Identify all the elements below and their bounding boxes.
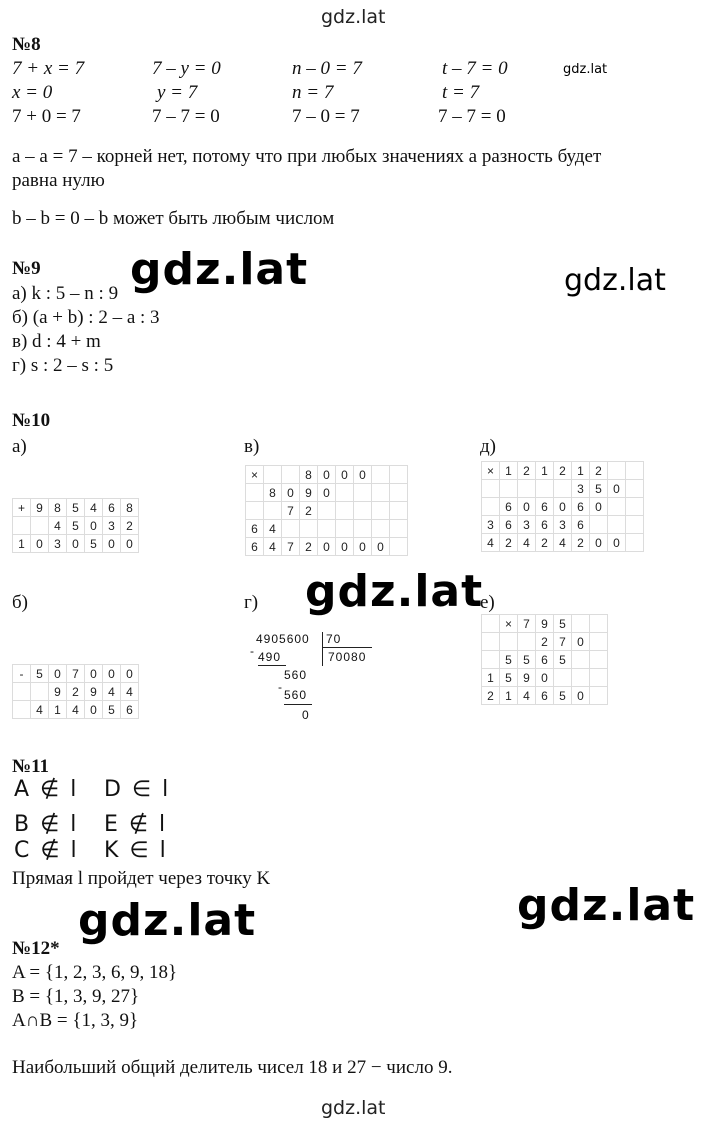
task-8-line-b: b – b = 0 – b может быть любым числом xyxy=(12,208,335,229)
grid-cell: 0 xyxy=(372,538,390,556)
grid-cell xyxy=(608,498,626,516)
watermark-large-3: gdz.lat xyxy=(78,895,257,946)
grid-cell: 0 xyxy=(31,535,49,553)
eq-8-r2-c3: n = 7 xyxy=(292,82,334,103)
division-bracket-vertical xyxy=(322,632,323,666)
grid-10-e xyxy=(481,614,608,705)
grid-cell: 6 xyxy=(536,687,554,705)
grid-cell: 6 xyxy=(121,701,139,719)
grid-cell: 8 xyxy=(264,484,282,502)
grid-cell: 1 xyxy=(500,462,518,480)
grid-cell xyxy=(554,669,572,687)
grid-row xyxy=(246,484,408,502)
grid-cell: 0 xyxy=(318,538,336,556)
grid-cell xyxy=(518,633,536,651)
grid-row xyxy=(482,462,644,480)
grid-cell xyxy=(590,633,608,651)
watermark-large-1: gdz.lat xyxy=(130,244,309,295)
grid-row xyxy=(482,669,608,687)
grid-cell xyxy=(590,615,608,633)
grid-cell: 0 xyxy=(121,535,139,553)
grid-cell xyxy=(336,502,354,520)
division-quotient: 70080 xyxy=(328,650,367,664)
grid-cell: 0 xyxy=(572,633,590,651)
grid-cell: 2 xyxy=(536,534,554,552)
grid-cell: 5 xyxy=(590,480,608,498)
grid-cell xyxy=(482,633,500,651)
grid-cell xyxy=(482,498,500,516)
grid-cell xyxy=(246,484,264,502)
grid-cell xyxy=(13,701,31,719)
grid-cell xyxy=(590,669,608,687)
grid-cell: 2 xyxy=(482,687,500,705)
grid-row xyxy=(482,516,644,534)
grid-cell xyxy=(372,520,390,538)
grid-cell: 4 xyxy=(264,538,282,556)
task-11-conclusion: Прямая l пройдет через точку K xyxy=(12,868,271,889)
grid-cell: 3 xyxy=(103,517,121,535)
grid-cell: 5 xyxy=(67,517,85,535)
grid-cell: 9 xyxy=(31,499,49,517)
grid-cell: 8 xyxy=(49,499,67,517)
grid-row xyxy=(13,701,139,719)
grid-row xyxy=(482,687,608,705)
grid-cell: 5 xyxy=(500,669,518,687)
grid-cell: 1 xyxy=(482,669,500,687)
grid-cell: 0 xyxy=(336,538,354,556)
grid-cell xyxy=(318,520,336,538)
eq-8-r2-c2: y = 7 xyxy=(157,82,198,103)
task-12-title: №12* xyxy=(12,938,60,959)
task-9-item-g: г) s : 2 – s : 5 xyxy=(12,355,114,376)
grid-cell: 0 xyxy=(354,466,372,484)
membership-A: A ∉ l xyxy=(14,777,79,802)
grid-cell: 2 xyxy=(67,683,85,701)
grid-cell xyxy=(518,480,536,498)
watermark-medium-1: gdz.lat xyxy=(564,263,666,298)
task-12-conclusion: Наибольший общий делитель чисел 18 и 27 − число 9. xyxy=(12,1057,453,1078)
grid-cell xyxy=(372,466,390,484)
grid-cell xyxy=(590,651,608,669)
task-10-title: №10 xyxy=(12,410,51,431)
grid-row xyxy=(246,520,408,538)
grid-cell: 9 xyxy=(85,683,103,701)
task-9-title: №9 xyxy=(12,258,41,279)
grid-cell: 6 xyxy=(246,538,264,556)
grid-cell: 3 xyxy=(554,516,572,534)
division-step-2: 560 xyxy=(284,668,308,682)
grid-cell: 1 xyxy=(49,701,67,719)
grid-cell: 0 xyxy=(85,665,103,683)
grid-cell: 0 xyxy=(67,535,85,553)
grid-cell: 5 xyxy=(554,687,572,705)
grid-cell: 0 xyxy=(608,480,626,498)
grid-cell: 4 xyxy=(554,534,572,552)
grid-cell: 4 xyxy=(264,520,282,538)
grid-row xyxy=(13,683,139,701)
grid-cell: 5 xyxy=(67,499,85,517)
grid-10-d xyxy=(481,461,644,552)
grid-cell xyxy=(536,480,554,498)
label-10-e: е) xyxy=(480,592,495,613)
grid-cell xyxy=(336,484,354,502)
grid-cell xyxy=(336,520,354,538)
watermark-large-2: gdz.lat xyxy=(305,566,484,617)
grid-cell xyxy=(626,498,644,516)
grid-cell: 5 xyxy=(31,665,49,683)
task-8-line-a1: a – a = 7 – корней нет, потому что при любых значениях a разность будет xyxy=(12,146,602,167)
grid-cell: 4 xyxy=(49,517,67,535)
grid-cell: 4 xyxy=(31,701,49,719)
long-division xyxy=(250,632,386,742)
grid-cell xyxy=(500,480,518,498)
membership-E: E ∉ l xyxy=(104,812,168,837)
grid-cell: 0 xyxy=(318,484,336,502)
grid-cell xyxy=(572,669,590,687)
eq-8-r2-c1: x = 0 xyxy=(12,82,53,103)
grid-cell xyxy=(500,633,518,651)
grid-cell xyxy=(390,484,408,502)
grid-cell: × xyxy=(246,466,264,484)
grid-cell: 1 xyxy=(536,462,554,480)
grid-cell: - xyxy=(13,665,31,683)
set-A: A = {1, 2, 3, 6, 9, 18} xyxy=(12,962,178,983)
division-underline-2 xyxy=(284,704,312,705)
grid-cell xyxy=(626,534,644,552)
grid-cell: 8 xyxy=(121,499,139,517)
grid-cell: 2 xyxy=(590,462,608,480)
grid-cell xyxy=(31,517,49,535)
grid-row xyxy=(482,633,608,651)
task-9-item-b: б) (a + b) : 2 – a : 3 xyxy=(12,307,160,328)
grid-cell: 5 xyxy=(500,651,518,669)
task-9-item-v: в) d : 4 + m xyxy=(12,331,101,352)
grid-cell xyxy=(626,480,644,498)
grid-cell: 9 xyxy=(49,683,67,701)
division-dividend: 4905600 xyxy=(256,632,310,646)
grid-cell xyxy=(282,466,300,484)
eq-8-r1-c3: n – 0 = 7 xyxy=(292,58,362,79)
grid-cell xyxy=(590,687,608,705)
grid-cell: 0 xyxy=(318,466,336,484)
grid-10-a xyxy=(12,498,139,553)
grid-cell: 9 xyxy=(300,484,318,502)
grid-cell: 2 xyxy=(518,462,536,480)
grid-cell xyxy=(390,538,408,556)
grid-cell: 7 xyxy=(67,665,85,683)
division-divisor: 70 xyxy=(326,632,342,646)
grid-row xyxy=(482,651,608,669)
grid-row xyxy=(13,535,139,553)
division-bracket-horizontal xyxy=(322,647,372,648)
grid-cell: 2 xyxy=(300,502,318,520)
label-10-d: д) xyxy=(480,436,496,457)
grid-cell: 3 xyxy=(572,480,590,498)
grid-row xyxy=(482,480,644,498)
grid-cell: 1 xyxy=(13,535,31,553)
eq-8-r3-c4: 7 – 7 = 0 xyxy=(438,106,506,127)
grid-cell: 0 xyxy=(354,538,372,556)
grid-cell xyxy=(390,466,408,484)
grid-cell xyxy=(608,516,626,534)
grid-cell xyxy=(264,466,282,484)
grid-cell: 5 xyxy=(554,651,572,669)
grid-cell: × xyxy=(482,462,500,480)
grid-cell: 2 xyxy=(536,633,554,651)
grid-cell xyxy=(482,480,500,498)
grid-cell: 6 xyxy=(246,520,264,538)
grid-cell: 0 xyxy=(518,498,536,516)
grid-cell: 7 xyxy=(282,538,300,556)
grid-cell xyxy=(372,502,390,520)
grid-cell xyxy=(390,502,408,520)
grid-cell: 6 xyxy=(103,499,121,517)
grid-cell: 0 xyxy=(85,701,103,719)
eq-8-r3-c2: 7 – 7 = 0 xyxy=(152,106,220,127)
grid-row xyxy=(246,502,408,520)
grid-row xyxy=(482,498,644,516)
grid-row xyxy=(13,499,139,517)
grid-cell xyxy=(572,651,590,669)
eq-8-r2-c4: t = 7 xyxy=(442,82,480,103)
label-10-b: б) xyxy=(12,592,28,613)
grid-cell xyxy=(282,520,300,538)
grid-cell xyxy=(13,517,31,535)
grid-cell: 0 xyxy=(590,534,608,552)
grid-cell: 2 xyxy=(121,517,139,535)
grid-cell: 5 xyxy=(518,651,536,669)
grid-cell: 5 xyxy=(554,615,572,633)
grid-cell: 4 xyxy=(85,499,103,517)
grid-cell: 3 xyxy=(482,516,500,534)
division-minus-2: - xyxy=(278,680,283,694)
grid-cell xyxy=(572,615,590,633)
grid-cell: 4 xyxy=(518,534,536,552)
grid-cell: + xyxy=(13,499,31,517)
grid-cell xyxy=(482,651,500,669)
grid-cell xyxy=(13,683,31,701)
grid-row xyxy=(482,534,644,552)
task-8-title: №8 xyxy=(12,34,41,55)
eq-8-r3-c1: 7 + 0 = 7 xyxy=(12,106,81,127)
grid-row xyxy=(246,538,408,556)
set-intersection: A∩B = {1, 3, 9} xyxy=(12,1010,139,1031)
membership-B: B ∉ l xyxy=(14,812,79,837)
grid-cell: 6 xyxy=(500,498,518,516)
grid-cell xyxy=(390,520,408,538)
grid-row xyxy=(13,517,139,535)
grid-cell xyxy=(554,480,572,498)
grid-cell xyxy=(31,683,49,701)
division-step-3: 560 xyxy=(284,688,308,702)
grid-row xyxy=(13,665,139,683)
grid-cell: 6 xyxy=(500,516,518,534)
grid-cell: 0 xyxy=(85,517,103,535)
grid-10-v xyxy=(245,465,408,556)
label-10-a: а) xyxy=(12,436,27,457)
grid-cell xyxy=(626,516,644,534)
task-11-title: №11 xyxy=(12,756,50,777)
grid-cell: 0 xyxy=(103,535,121,553)
grid-cell: 0 xyxy=(121,665,139,683)
eq-8-r1-c4: t – 7 = 0 xyxy=(442,58,508,79)
grid-cell: 0 xyxy=(103,665,121,683)
grid-cell: 0 xyxy=(336,466,354,484)
membership-D: D ∈ l xyxy=(104,777,171,802)
grid-cell: 9 xyxy=(518,669,536,687)
grid-cell xyxy=(318,502,336,520)
grid-row xyxy=(246,466,408,484)
grid-cell: 6 xyxy=(536,651,554,669)
grid-cell: 5 xyxy=(103,701,121,719)
watermark-top: gdz.lat xyxy=(321,6,386,28)
grid-cell: 6 xyxy=(536,516,554,534)
grid-cell xyxy=(300,520,318,538)
task-8-line-a2: равна нулю xyxy=(12,170,105,191)
grid-cell: 6 xyxy=(536,498,554,516)
grid-cell: 7 xyxy=(554,633,572,651)
grid-cell xyxy=(354,502,372,520)
grid-cell: 0 xyxy=(49,665,67,683)
grid-cell: 1 xyxy=(572,462,590,480)
eq-8-r1-c2: 7 – y = 0 xyxy=(152,58,221,79)
grid-cell: 0 xyxy=(590,498,608,516)
grid-cell xyxy=(372,484,390,502)
grid-cell: 0 xyxy=(608,534,626,552)
grid-cell: 4 xyxy=(518,687,536,705)
grid-cell: 3 xyxy=(518,516,536,534)
grid-cell: 0 xyxy=(282,484,300,502)
grid-cell: 4 xyxy=(121,683,139,701)
grid-cell: 5 xyxy=(85,535,103,553)
division-remainder: 0 xyxy=(302,708,310,722)
grid-cell: 6 xyxy=(572,498,590,516)
grid-cell: 3 xyxy=(49,535,67,553)
grid-cell: 8 xyxy=(300,466,318,484)
grid-cell: 1 xyxy=(500,687,518,705)
grid-cell xyxy=(626,462,644,480)
grid-cell: 2 xyxy=(554,462,572,480)
grid-cell xyxy=(264,502,282,520)
division-underline-1 xyxy=(258,665,286,666)
grid-cell: 4 xyxy=(482,534,500,552)
grid-cell: 2 xyxy=(500,534,518,552)
eq-8-r1-c1: 7 + x = 7 xyxy=(12,58,85,79)
task-9-item-a: а) k : 5 – n : 9 xyxy=(12,283,119,304)
watermark-bottom: gdz.lat xyxy=(321,1097,386,1119)
label-10-g: г) xyxy=(244,592,259,613)
grid-cell: 4 xyxy=(67,701,85,719)
grid-cell xyxy=(354,484,372,502)
set-B: B = {1, 3, 9, 27} xyxy=(12,986,140,1007)
division-minus-1: - xyxy=(250,644,255,658)
grid-cell: 7 xyxy=(518,615,536,633)
grid-row xyxy=(482,615,608,633)
grid-cell: 4 xyxy=(103,683,121,701)
division-step-1: 490 xyxy=(258,650,282,664)
membership-C: C ∉ l xyxy=(14,838,79,863)
watermark-large-4: gdz.lat xyxy=(517,880,696,931)
grid-cell: 0 xyxy=(572,687,590,705)
eq-8-r3-c3: 7 – 0 = 7 xyxy=(292,106,360,127)
grid-cell: 9 xyxy=(536,615,554,633)
grid-cell: 0 xyxy=(554,498,572,516)
grid-cell xyxy=(608,462,626,480)
grid-cell: 2 xyxy=(572,534,590,552)
grid-cell xyxy=(482,615,500,633)
watermark-small: gdz.lat xyxy=(563,62,608,77)
grid-cell: 0 xyxy=(536,669,554,687)
grid-cell xyxy=(354,520,372,538)
grid-10-b xyxy=(12,664,139,719)
grid-cell: 6 xyxy=(572,516,590,534)
grid-cell: 7 xyxy=(282,502,300,520)
grid-cell: × xyxy=(500,615,518,633)
membership-K: K ∈ l xyxy=(104,838,168,863)
label-10-v: в) xyxy=(244,436,260,457)
grid-cell: 2 xyxy=(300,538,318,556)
grid-cell xyxy=(590,516,608,534)
grid-cell xyxy=(246,502,264,520)
